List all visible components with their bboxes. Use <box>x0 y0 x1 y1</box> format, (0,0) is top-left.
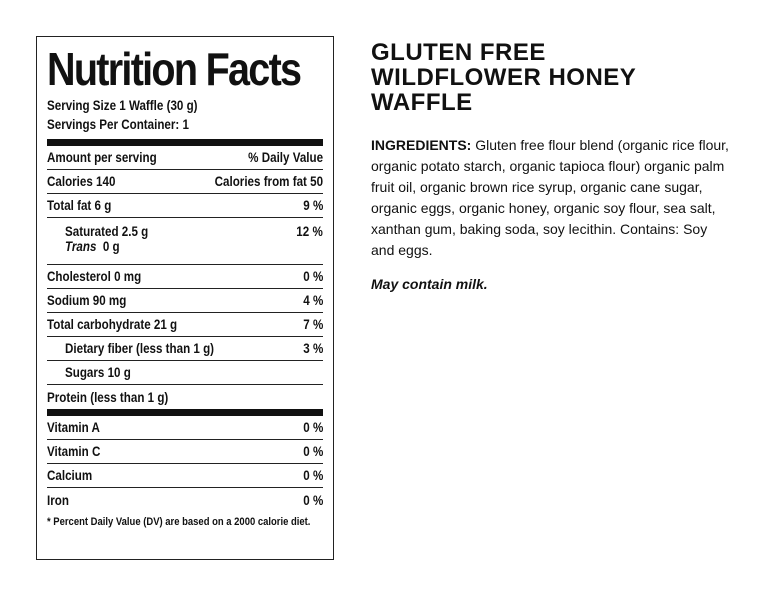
product-title-line-1: GLUTEN FREE <box>371 39 546 66</box>
sugars-row <box>47 361 323 385</box>
vitamin-c-row <box>47 440 323 464</box>
product-title-line-2: WILDFLOWER HONEY <box>371 64 637 91</box>
sodium-label: Sodium 90 mg <box>47 293 127 308</box>
serving-size: Serving Size 1 Waffle (30 g) <box>47 98 198 113</box>
ingredients-paragraph <box>371 135 731 261</box>
vitamin-c-dv: 0 % <box>302 444 323 459</box>
amount-header-row <box>47 146 323 170</box>
fiber-dv: 3 % <box>302 341 323 356</box>
sodium-row <box>47 289 323 313</box>
total-fat-label: Total fat 6 g <box>47 198 112 213</box>
product-title-line-3: WAFFLE <box>371 89 473 116</box>
sugars-label: Sugars 10 g <box>65 365 131 380</box>
protein-label: Protein (less than 1 g) <box>47 389 169 405</box>
saturated-dv: 12 % <box>296 224 323 239</box>
total-fat-dv: 9 % <box>302 198 323 213</box>
calories-row <box>47 170 323 194</box>
divider-thick-2 <box>47 409 323 416</box>
amount-header: Amount per serving <box>47 150 157 165</box>
iron-label: Iron <box>47 492 69 508</box>
product-info <box>371 40 731 292</box>
vitamin-a-row <box>47 416 323 440</box>
total-fat-row <box>47 194 323 218</box>
calcium-label: Calcium <box>47 468 93 483</box>
ingredients-label: INGREDIENTS: <box>371 137 472 153</box>
protein-row <box>47 385 323 409</box>
allergen-warning: May contain milk. <box>371 276 488 292</box>
fiber-label: Dietary fiber (less than 1 g) <box>65 341 215 356</box>
cholesterol-label: Cholesterol 0 mg <box>47 269 142 284</box>
ingredients-text: Gluten free flour blend (organic rice flour, organic potato starch, organic tapioca flour) organic palm fruit oil, organic brown rice syrup, organic cane sugar, organic eggs, organic honey, organic soy flour, sea salt, xanthan gum, baking soda, soy lecithin. Contains: Soy and eggs. <box>371 137 729 258</box>
sodium-dv: 4 % <box>302 293 323 308</box>
cholesterol-row <box>47 265 323 289</box>
total-carb-dv: 7 % <box>302 317 323 332</box>
fiber-row <box>47 337 323 361</box>
trans-value: 0 g <box>96 239 120 254</box>
product-title <box>371 40 731 115</box>
trans-fat <box>65 239 120 254</box>
dv-header: % Daily Value <box>248 150 323 165</box>
iron-row <box>47 488 323 512</box>
dv-footnote: * Percent Daily Value (DV) are based on a 2000 calorie diet. <box>47 516 311 528</box>
calories: Calories 140 <box>47 174 116 189</box>
trans-word: Trans <box>65 239 97 254</box>
servings-per-container: Servings Per Container: 1 <box>47 117 189 132</box>
calcium-dv: 0 % <box>302 468 323 483</box>
saturated-label: Saturated 2.5 g <box>65 224 149 239</box>
saturated-trans-row <box>47 218 323 265</box>
vitamin-c-label: Vitamin C <box>47 444 101 459</box>
vitamin-a-dv: 0 % <box>302 420 323 435</box>
total-carb-row <box>47 313 323 337</box>
cholesterol-dv: 0 % <box>302 269 323 284</box>
total-carb-label: Total carbohydrate 21 g <box>47 317 178 332</box>
nutrition-facts-title: Nutrition Facts <box>47 43 301 95</box>
divider-thick <box>47 139 323 146</box>
nutrition-facts-label <box>36 36 334 560</box>
vitamin-a-label: Vitamin A <box>47 420 100 435</box>
iron-dv: 0 % <box>302 492 323 508</box>
calories-from-fat: Calories from fat 50 <box>214 174 323 189</box>
calcium-row <box>47 464 323 488</box>
